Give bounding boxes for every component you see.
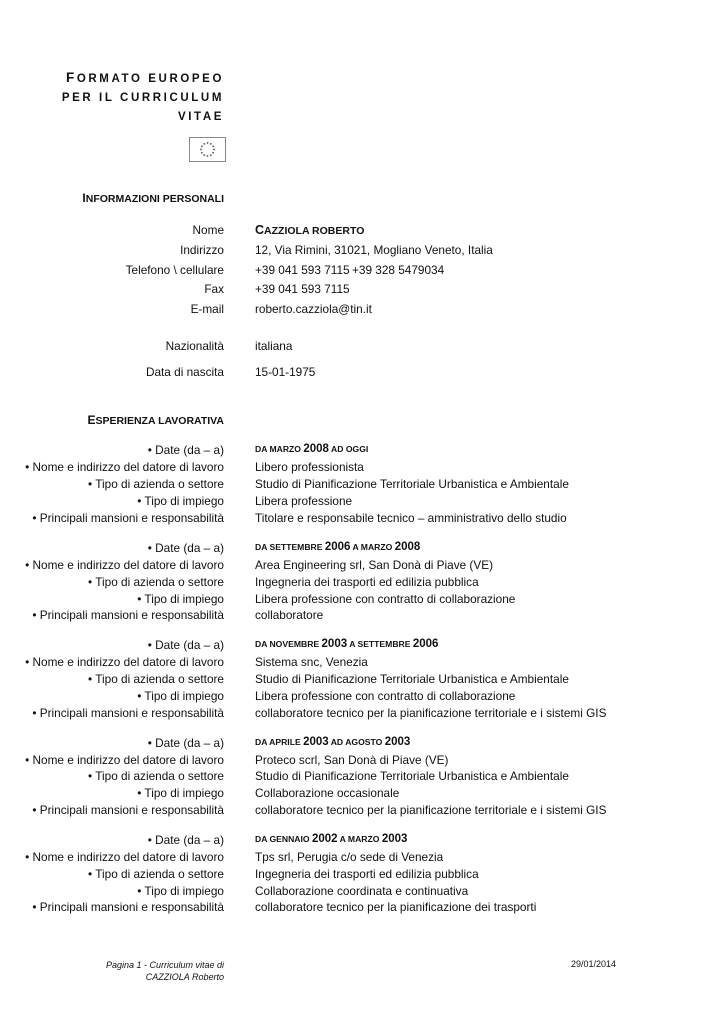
- sector-label: • Tipo di azienda o settore: [88, 575, 224, 589]
- employer-label: • Nome e indirizzo del datore di lavoro: [25, 558, 224, 572]
- eu-stars-icon: [190, 138, 225, 161]
- nationality-value: italiana: [255, 339, 293, 353]
- entry-job-type-row: [0, 786, 724, 803]
- entry-duties-row: [0, 608, 724, 625]
- entry-duties-row: [0, 511, 724, 528]
- email-row: [0, 302, 724, 319]
- birth-value: 15-01-1975: [255, 365, 316, 379]
- eu-flag-icon: [189, 137, 226, 162]
- job-type-value: Collaborazione occasionale: [255, 786, 400, 800]
- sector-value: Studio di Pianificazione Territoriale Urbanistica e Ambientale: [255, 477, 569, 491]
- fax-label: Fax: [204, 282, 224, 296]
- date-value: DA NOVEMBRE 2003 A SETTEMBRE 2006: [255, 638, 439, 650]
- date-label: • Date (da – a): [147, 443, 224, 457]
- entry-date-row: [0, 736, 724, 753]
- sector-label: • Tipo di azienda o settore: [88, 867, 224, 881]
- sector-value: Ingegneria dei trasporti ed edilizia pubblica: [255, 575, 479, 589]
- job-type-value: Libera professione: [255, 494, 353, 508]
- personal-info-heading: INFORMAZIONI PERSONALI: [82, 191, 224, 205]
- page-number-text: Pagina 1 - Curriculum vitae di: [105, 960, 224, 970]
- mobile-value: +39 328 5479034: [352, 263, 445, 277]
- date-label: • Date (da – a): [147, 638, 224, 652]
- birth-row: [0, 365, 724, 382]
- entry-job-type-row: [0, 689, 724, 706]
- job-type-value: Libera professione con contratto di collaborazione: [255, 689, 516, 703]
- email-label: E-mail: [190, 302, 224, 316]
- sector-value: Studio di Pianificazione Territoriale Urbanistica e Ambientale: [255, 769, 569, 783]
- name-value: CAZZIOLA ROBERTO: [255, 223, 365, 237]
- duties-value: collaboratore tecnico per la pianificazione territoriale e i sistemi GIS: [255, 706, 607, 720]
- entry-employer-row: [0, 460, 724, 477]
- employer-label: • Nome e indirizzo del datore di lavoro: [25, 460, 224, 474]
- entry-sector-row: [0, 769, 724, 786]
- duties-value: collaboratore tecnico per la pianificazione territoriale e i sistemi GIS: [255, 803, 607, 817]
- job-type-label: • Tipo di impiego: [137, 494, 224, 508]
- duties-label: • Principali mansioni e responsabilità: [32, 706, 224, 720]
- footer-author: CAZZIOLA Roberto: [145, 972, 224, 982]
- entry-employer-row: [0, 558, 724, 575]
- fax-row: [0, 282, 724, 299]
- address-row: [0, 243, 724, 260]
- entry-date-row: [0, 638, 724, 655]
- date-label: • Date (da – a): [147, 736, 224, 750]
- page-footer: [24, 959, 224, 983]
- employer-value: Sistema snc, Venezia: [255, 655, 368, 669]
- duties-value: collaboratore tecnico per la pianificazione dei trasporti: [255, 900, 537, 914]
- date-value: DA MARZO 2008 AD OGGI: [255, 443, 369, 455]
- duties-value: Titolare e responsabile tecnico – amministrativo dello studio: [255, 511, 567, 525]
- email-value: roberto.cazziola@tin.it: [255, 302, 372, 316]
- date-label: • Date (da – a): [147, 541, 224, 555]
- entry-employer-row: [0, 850, 724, 867]
- date-label: • Date (da – a): [147, 833, 224, 847]
- address-label: Indirizzo: [180, 243, 224, 257]
- sector-value: Studio di Pianificazione Territoriale Urbanistica e Ambientale: [255, 672, 569, 686]
- job-type-value: Libera professione con contratto di collaborazione: [255, 592, 516, 606]
- birth-label: Data di nascita: [145, 365, 224, 379]
- entry-job-type-row: [0, 592, 724, 609]
- phone-value: +39 041 593 7115: [255, 263, 350, 277]
- duties-label: • Principali mansioni e responsabilità: [32, 511, 224, 525]
- entry-date-row: [0, 541, 724, 558]
- sector-label: • Tipo di azienda o settore: [88, 672, 224, 686]
- job-type-label: • Tipo di impiego: [137, 689, 224, 703]
- entry-date-row: [0, 833, 724, 850]
- job-type-label: • Tipo di impiego: [137, 592, 224, 606]
- entry-date-row: [0, 443, 724, 460]
- cv-title-line2: PER IL CURRICULUM: [61, 92, 224, 104]
- employer-value: Proteco scrl, San Donà di Piave (VE): [255, 753, 449, 767]
- fax-value: +39 041 593 7115: [255, 282, 350, 296]
- date-value: DA APRILE 2003 AD AGOSTO 2003: [255, 736, 411, 748]
- phone-row: [0, 263, 724, 280]
- entry-sector-row: [0, 575, 724, 592]
- sector-value: Ingegneria dei trasporti ed edilizia pubblica: [255, 867, 479, 881]
- duties-label: • Principali mansioni e responsabilità: [32, 900, 224, 914]
- work-experience-heading: ESPERIENZA LAVORATIVA: [87, 413, 224, 427]
- entry-employer-row: [0, 753, 724, 770]
- duties-value: collaboratore: [255, 608, 324, 622]
- cv-title-line1: FORMATO EUROPEO: [65, 70, 224, 85]
- duties-label: • Principali mansioni e responsabilità: [32, 608, 224, 622]
- phone-label: Telefono \ cellulare: [125, 263, 224, 277]
- nationality-row: [0, 339, 724, 356]
- entry-duties-row: [0, 706, 724, 723]
- entry-job-type-row: [0, 494, 724, 511]
- sector-label: • Tipo di azienda o settore: [88, 477, 224, 491]
- sector-label: • Tipo di azienda o settore: [88, 769, 224, 783]
- entry-sector-row: [0, 867, 724, 884]
- job-type-label: • Tipo di impiego: [137, 884, 224, 898]
- entry-duties-row: [0, 900, 724, 917]
- entry-sector-row: [0, 672, 724, 689]
- date-value: DA SETTEMBRE 2006 A MARZO 2008: [255, 541, 421, 553]
- cv-title-line3: VITAE: [177, 111, 224, 123]
- name-label: Nome: [192, 223, 224, 237]
- employer-label: • Nome e indirizzo del datore di lavoro: [25, 655, 224, 669]
- employer-label: • Nome e indirizzo del datore di lavoro: [25, 753, 224, 767]
- job-type-value: Collaborazione coordinata e continuativa: [255, 884, 469, 898]
- entry-duties-row: [0, 803, 724, 820]
- duties-label: • Principali mansioni e responsabilità: [32, 803, 224, 817]
- employer-label: • Nome e indirizzo del datore di lavoro: [25, 850, 224, 864]
- footer-date: 29/01/2014: [571, 959, 617, 969]
- date-value: DA GENNAIO 2002 A MARZO 2003: [255, 833, 408, 845]
- cv-title: [4, 68, 224, 127]
- entry-employer-row: [0, 655, 724, 672]
- job-type-label: • Tipo di impiego: [137, 786, 224, 800]
- employer-value: Libero professionista: [255, 460, 364, 474]
- nationality-label: Nazionalità: [165, 339, 224, 353]
- employer-value: Area Engineering srl, San Donà di Piave (VE): [255, 558, 494, 572]
- employer-value: Tps srl, Perugia c/o sede di Venezia: [255, 850, 444, 864]
- address-value: 12, Via Rimini, 31021, Mogliano Veneto, Italia: [255, 243, 493, 257]
- entry-sector-row: [0, 477, 724, 494]
- entry-job-type-row: [0, 884, 724, 901]
- name-row: [0, 223, 724, 240]
